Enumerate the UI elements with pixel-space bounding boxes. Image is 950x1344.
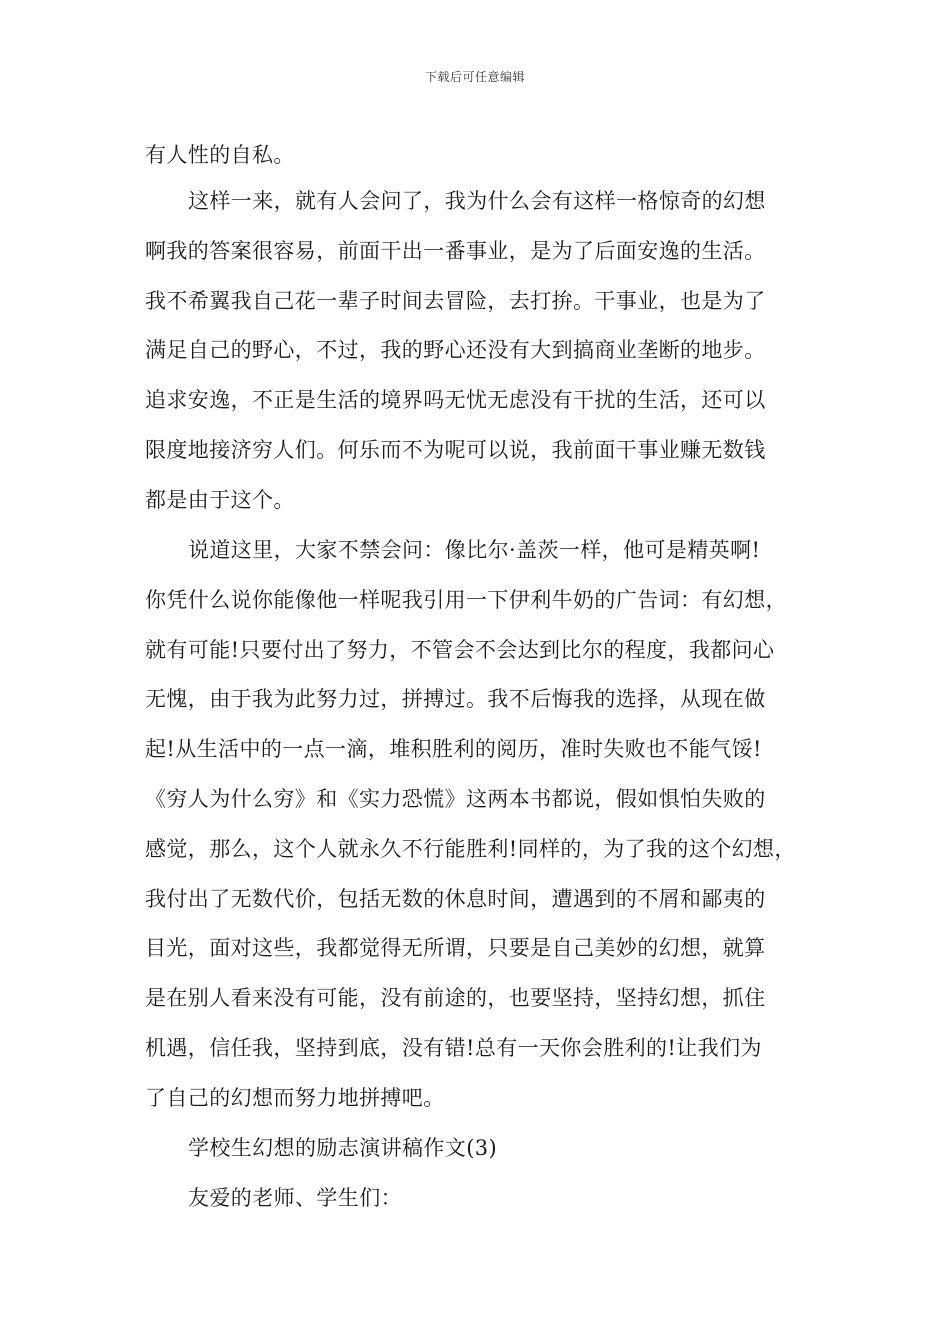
text-line: 啊我的答案很容易，前面干出一番事业，是为了后面安逸的生活。 (145, 239, 766, 263)
salutation-line: 友爱的老师、学生们： (188, 1186, 402, 1210)
text-line: 无愧，由于我为此努力过，拼搏过。我不后悔我的选择，从现在做 (145, 687, 766, 711)
text-line: 了自己的幻想而努力地拼搏吧。 (145, 1086, 445, 1110)
text-line: 机遇，信任我，坚持到底，没有错!总有一天你会胜利的!让我们为 (145, 1036, 762, 1060)
text-line: 我付出了无数代价，包括无数的休息时间，遭遇到的不屑和鄙夷的 (145, 887, 766, 911)
text-line: 我不希翼我自己花一辈子时间去冒险，去打拚。干事业，也是为了 (145, 289, 766, 313)
paragraph-start-line: 这样一来，就有人会问了，我为什么会有这样一格惊奇的幻想 (188, 189, 766, 213)
text-line: 追求安逸，不正是生活的境界吗无忧无虑没有干扰的生活，还可以 (145, 388, 766, 412)
text-line: 就有可能!只要付出了努力，不管会不会达到比尔的程度，我都问心 (145, 638, 775, 662)
text-line: 是在别人看来没有可能，没有前途的，也要坚持，坚持幻想，抓住 (145, 986, 766, 1010)
text-line: 限度地接济穷人们。何乐而不为呢可以说，我前面干事业赚无数钱 (145, 438, 766, 462)
text-line: 《穷人为什么穷》和《实力恐慌》这两本书都说，假如惧怕失败的 (145, 787, 766, 811)
text-line: 感觉，那么，这个人就永久不行能胜利!同样的，为了我的这个幻想， (145, 837, 796, 861)
section-heading: 学校生幻想的励志演讲稿作文(3) (188, 1136, 498, 1160)
text-line: 都是由于这个。 (145, 488, 295, 512)
text-line: 满足自己的野心，不过，我的野心还没有大到搞商业垄断的地步。 (145, 338, 766, 362)
page-header-note: 下载后可任意编辑 (424, 70, 525, 84)
text-line: 有人性的自私。 (145, 143, 295, 167)
text-line: 目光，面对这些，我都觉得无所谓，只要是自己美妙的幻想，就算 (145, 936, 766, 960)
text-line: 你凭什么说你能像他一样呢我引用一下伊利牛奶的广告词：有幻想， (145, 588, 787, 612)
paragraph-start-line: 说道这里，大家不禁会问：像比尔·盖茨一样，他可是精英啊! (188, 538, 761, 562)
text-line: 起!从生活中的一点一滴，堆积胜利的阅历，准时失败也不能气馁! (145, 737, 762, 761)
